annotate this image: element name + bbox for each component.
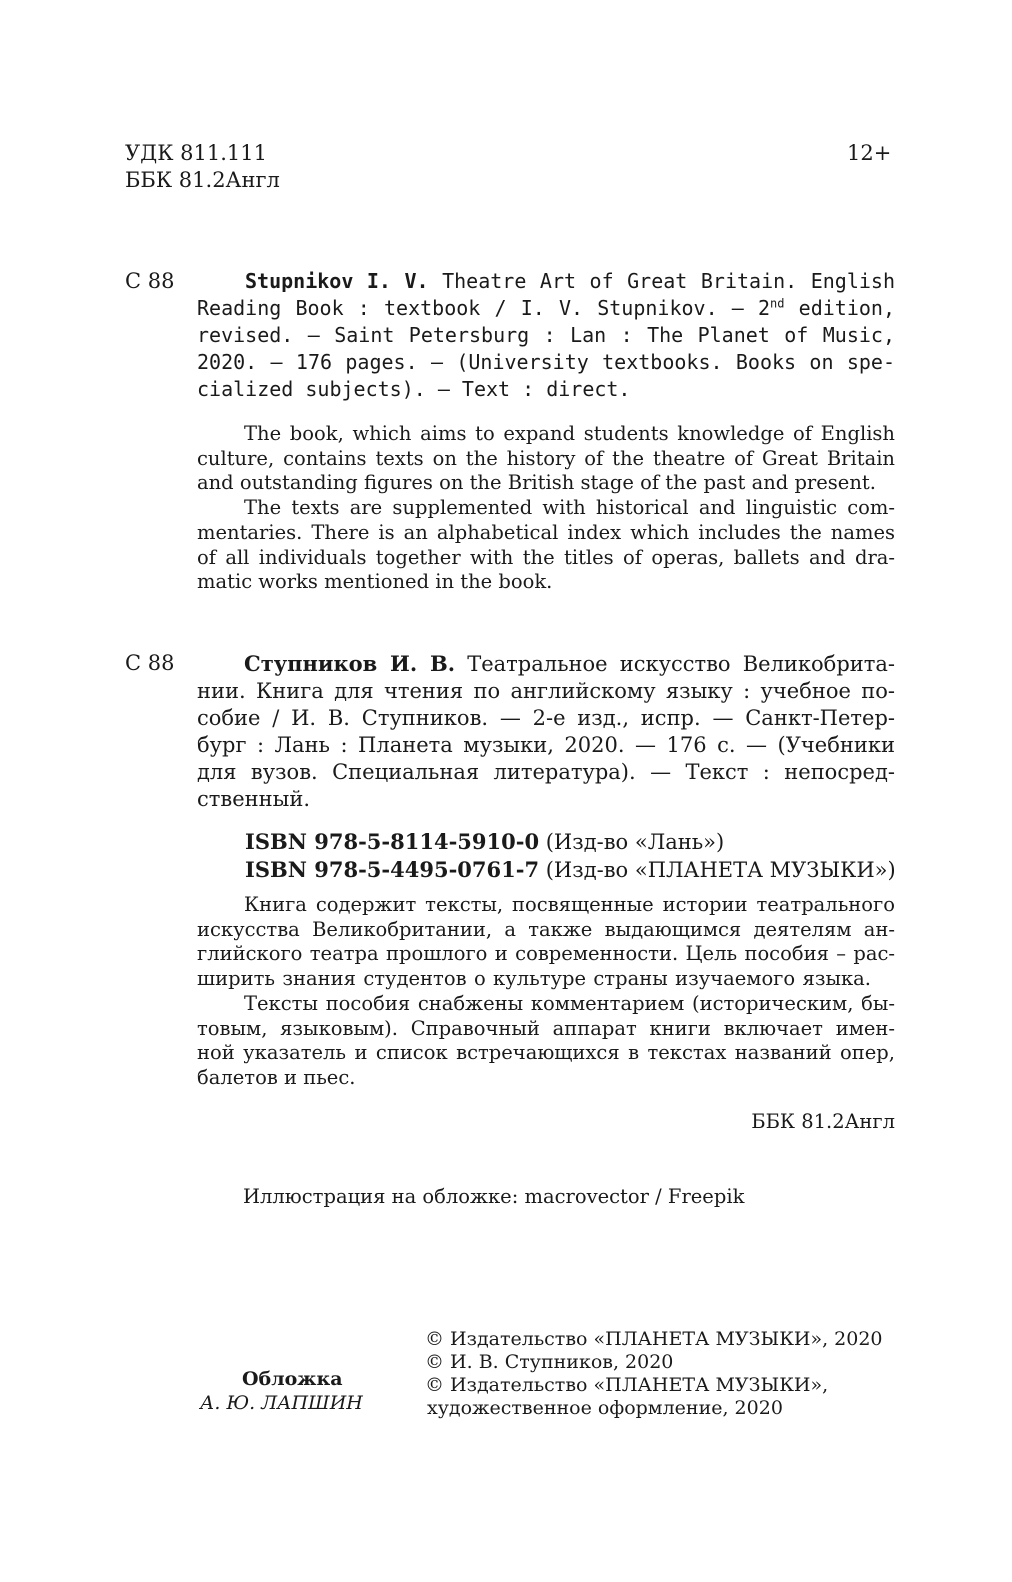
annotation-line: culture, contains texts on the history of the theatre of Great Britain [197, 446, 895, 470]
isbn-line: ISBN 978-5-8114-5910-0 (Изд-во «Лань») [245, 829, 725, 854]
udk-code: УДК 811.111 [125, 141, 268, 165]
annotation-line: The book, which aims to expand students knowledge of English [244, 422, 895, 445]
english-entry-author: Stupnikov I. V. [245, 269, 429, 293]
annotation-line: The texts are supplemented with historical and linguistic com- [244, 496, 895, 520]
russian-entry-line: ственный. [197, 787, 311, 811]
isbn-block [245, 828, 896, 884]
english-entry-body [197, 295, 895, 403]
cover-illustration-credit: Иллюстрация на обложке: macrovector / Freepik [243, 1185, 745, 1208]
russian-entry [197, 650, 895, 813]
bbk-bottom: ББК 81.2Англ [751, 1110, 895, 1133]
annotation-line: Тексты пособия снабжены комментарием (историческим, бы- [244, 991, 895, 1015]
english-annotation [197, 422, 895, 595]
age-rating: 12+ [847, 141, 892, 165]
annotation-line: глийского театра прошлого и современности. Цель пособия – рас- [197, 942, 895, 966]
russian-entry-line: собие / И. В. Ступников. — 2-е изд., испр. — Санкт-Петер- [197, 706, 895, 730]
copyright-line: © Издательство «ПЛАНЕТА МУЗЫКИ», [425, 1374, 829, 1396]
annotation-line: Книга содержит тексты, посвященные истории театрального [244, 893, 895, 916]
english-entry-code: С 88 [125, 269, 175, 293]
copyright-line: © И. В. Ступников, 2020 [425, 1351, 674, 1373]
annotation-line: товым, языковым). Справочный аппарат книги включает имен- [197, 1016, 895, 1040]
annotation-line: балетов и пьес. [197, 1065, 356, 1089]
copyright-line: художественное оформление, 2020 [427, 1397, 783, 1419]
isbn-line: ISBN 978-5-4495-0761-7 (Изд-во «ПЛАНЕТА МУЗЫКИ») [245, 857, 896, 882]
isbn-number: ISBN 978-5-8114-5910-0 [245, 829, 540, 854]
annotation-line: ной указатель и список встречающихся в текстах названий опер, [197, 1041, 895, 1065]
copyright-block [425, 1328, 883, 1420]
russian-entry-line-1: Ступников И. В. Театральное искусство Великобрита- [244, 651, 895, 676]
english-entry-line-4: 2020. — 176 pages. — (University textbooks. Books on spe- [197, 350, 895, 374]
copyright-line: © Издательство «ПЛАНЕТА МУЗЫКИ», 2020 [425, 1328, 883, 1350]
russian-entry-code: С 88 [125, 651, 175, 675]
english-entry-line-1: Stupnikov I. V. Theatre Art of Great Britain. English [245, 269, 895, 293]
english-entry-line-5: cialized subjects). — Text : direct. [197, 377, 631, 401]
annotation-line: of all individuals together with the titles of operas, ballets and dra- [197, 545, 895, 569]
english-entry-line-2: Reading Book : textbook / I. V. Stupnikov. — 2nd edition, [197, 296, 895, 320]
russian-entry-line: нии. Книга для чтения по английскому языку : учебное по- [197, 679, 895, 703]
cover-designer: А. Ю. ЛАПШИН [200, 1392, 363, 1414]
annotation-line: mentaries. There is an alphabetical index which includes the names [197, 520, 895, 544]
russian-entry-line: бург : Лань : Планета музыки, 2020. — 176 с. — (Учебники [197, 733, 895, 757]
isbn-number: ISBN 978-5-4495-0761-7 [245, 857, 540, 882]
russian-entry-line: для вузов. Специальная литература). — Текст : непосред- [197, 760, 895, 784]
russian-annotation [197, 893, 895, 1091]
russian-entry-author: Ступников И. В. [244, 651, 456, 676]
english-entry [245, 268, 895, 295]
annotation-line: matic works mentioned in the book. [197, 570, 553, 594]
bbk-code: ББК 81.2Англ [125, 168, 280, 192]
english-entry-line-3: revised. — Saint Petersburg : Lan : The Planet of Music, [197, 323, 895, 347]
annotation-line: ширить знания студентов о культуре страны изучаемого языка. [197, 967, 871, 991]
annotation-line: искусства Великобритании, а также выдающимся деятелям ан- [197, 917, 895, 941]
cover-label: Обложка [242, 1368, 343, 1390]
annotation-line: and outstanding figures on the British stage of the past and present. [197, 471, 876, 495]
